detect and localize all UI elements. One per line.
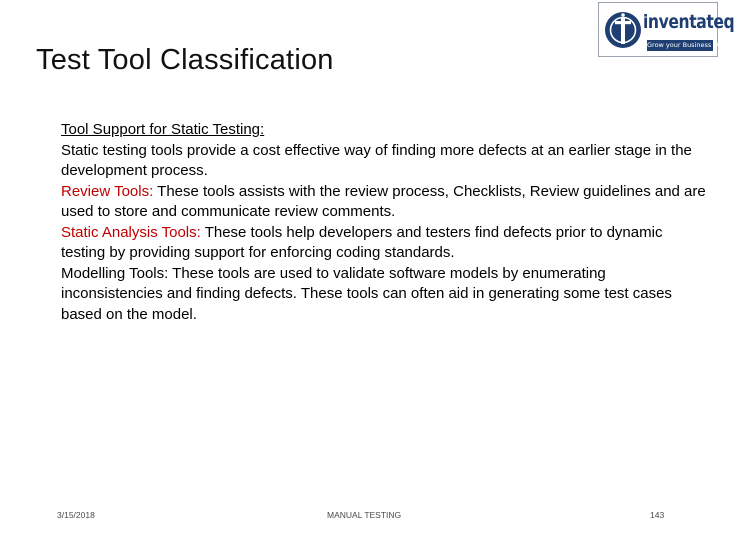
section-heading: Tool Support for Static Testing: bbox=[61, 121, 265, 138]
page-number: 143 bbox=[650, 510, 665, 520]
footer-date: 3/15/2018 bbox=[57, 510, 95, 520]
footer-title: MANUAL TESTING bbox=[327, 510, 402, 520]
company-logo bbox=[598, 2, 734, 57]
list-item-review-tools bbox=[61, 182, 709, 223]
slide-body bbox=[61, 120, 709, 325]
slide-title: Test Tool Classification bbox=[36, 44, 334, 76]
item-text: These tools assists with the review process, Checklists, Review guidelines and are used to store and communicate review comments. bbox=[61, 182, 706, 220]
logo-mark-icon bbox=[603, 9, 643, 51]
item-text: These tools help developers and testers find defects prior to dynamic testing by providing support for enforcing coding standards. bbox=[61, 223, 663, 261]
item-text: Modelling Tools: These tools are used to validate software models by enumerating inconsistencies and finding defects. These tools can often aid in generating some test cases based on the model. bbox=[61, 264, 672, 323]
list-item-modelling-tools bbox=[61, 264, 709, 326]
item-label: Review Tools: bbox=[61, 182, 154, 200]
logo-wordmark: inventateq bbox=[643, 11, 734, 33]
item-label: Static Analysis Tools: bbox=[61, 223, 201, 241]
logo-tagline: Grow your Business Online bbox=[647, 41, 734, 49]
list-item-static-analysis-tools bbox=[61, 223, 709, 264]
intro-paragraph: Static testing tools provide a cost effective way of finding more defects at an earlier stage in the development process. bbox=[61, 141, 692, 179]
